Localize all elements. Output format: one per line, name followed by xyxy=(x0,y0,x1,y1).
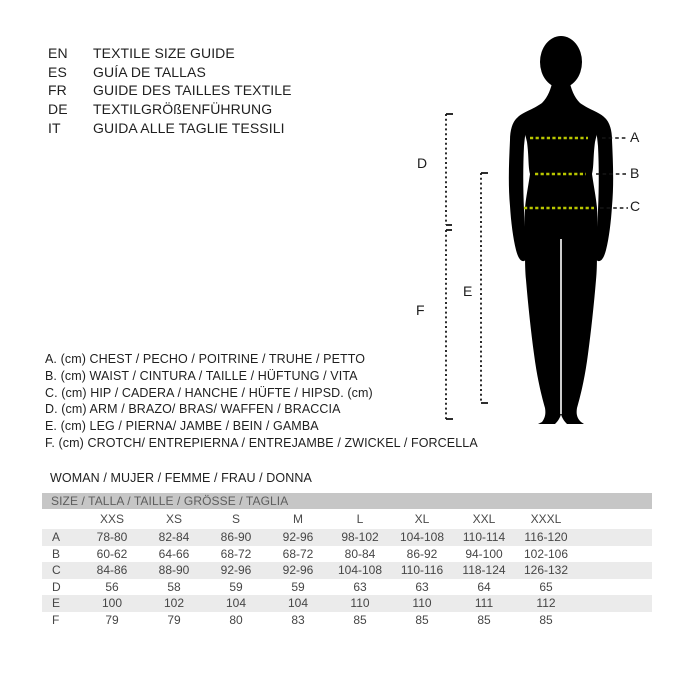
size-col: XXL xyxy=(472,512,496,526)
row-label: D xyxy=(52,579,61,594)
row-value: 86-90 xyxy=(220,530,252,545)
row-value: 64-66 xyxy=(158,546,190,561)
language-row xyxy=(48,81,292,100)
row-value: 86-92 xyxy=(406,546,438,561)
row-value: 104-108 xyxy=(337,563,383,578)
row-value: 104-108 xyxy=(399,530,445,545)
language-code: IT xyxy=(48,119,61,136)
table-row xyxy=(42,562,652,579)
table-row xyxy=(42,579,652,596)
row-value: 111 xyxy=(474,596,494,611)
row-value: 85 xyxy=(477,612,491,627)
language-row xyxy=(48,100,292,119)
arm-label: D xyxy=(417,155,428,171)
row-value: 85 xyxy=(353,612,367,627)
size-table-body xyxy=(42,529,652,628)
language-row xyxy=(48,44,292,63)
row-value: 100 xyxy=(101,596,123,611)
leg-label: E xyxy=(463,283,473,299)
language-code: DE xyxy=(48,101,68,118)
table-row xyxy=(42,529,652,546)
row-value: 82-84 xyxy=(158,530,190,545)
size-col: S xyxy=(231,512,240,526)
language-title: TEXTILE SIZE GUIDE xyxy=(93,45,235,61)
row-value: 126-132 xyxy=(523,563,569,578)
row-value: 64 xyxy=(477,579,491,594)
size-table xyxy=(42,493,652,628)
row-label: E xyxy=(52,596,61,611)
language-title: TEXTILGRÖßENFÜHRUNG xyxy=(93,101,273,118)
language-code: ES xyxy=(48,63,67,80)
language-code: FR xyxy=(48,82,67,99)
language-list xyxy=(48,44,292,138)
measurement-line: A. (cm) CHEST / PECHO / POITRINE / TRUHE / PETTO xyxy=(45,352,366,366)
measurement-line: E. (cm) LEG / PIERNA/ JAMBE / BEIN / GAMBA xyxy=(45,419,319,434)
measurement-line: B. (cm) WAIST / CINTURA / TAILLE / HÜFTUNG / VITA xyxy=(45,368,358,383)
row-value: 110-116 xyxy=(400,563,444,578)
row-value: 83 xyxy=(291,612,305,627)
row-value: 56 xyxy=(105,579,119,594)
size-col: M xyxy=(293,512,303,526)
row-value: 68-72 xyxy=(220,546,252,561)
row-label: F xyxy=(52,612,60,627)
row-value: 80 xyxy=(229,612,243,627)
row-label: C xyxy=(52,563,61,578)
row-value: 94-100 xyxy=(465,546,503,561)
row-value: 79 xyxy=(105,612,119,627)
table-row xyxy=(42,612,652,629)
measurement-line: D. (cm) ARM / BRAZO/ BRAS/ WAFFEN / BRACCIA xyxy=(45,402,341,417)
row-value: 102 xyxy=(163,596,185,611)
measurement-line: C. (cm) HIP / CADERA / HANCHE / HÜFTE / HIPSD. (cm) xyxy=(45,385,373,400)
row-value: 63 xyxy=(353,579,367,594)
table-row xyxy=(42,595,652,612)
table-row xyxy=(42,546,652,563)
language-row xyxy=(48,119,292,138)
size-col: L xyxy=(356,512,364,526)
waist-label: B xyxy=(630,165,640,181)
language-title: GUIDA ALLE TAGLIE TESSILI xyxy=(93,119,285,136)
row-value: 88-90 xyxy=(158,563,190,578)
measurement-line: F. (cm) CROTCH/ ENTREPIERNA / ENTREJAMBE / ZWICKEL / FORCELLA xyxy=(45,435,478,450)
size-column-headers xyxy=(42,509,652,529)
silhouette-left-arm xyxy=(509,116,528,261)
language-row xyxy=(48,63,292,82)
row-value: 118-124 xyxy=(462,563,506,578)
size-col: XXXL xyxy=(530,512,562,526)
row-value: 110 xyxy=(412,596,432,611)
row-value: 59 xyxy=(291,579,305,594)
row-label: B xyxy=(52,546,61,561)
row-value: 116-120 xyxy=(524,530,568,545)
row-value: 79 xyxy=(167,612,181,627)
row-value: 110-114 xyxy=(462,530,506,545)
row-value: 68-72 xyxy=(282,546,314,561)
language-code: EN xyxy=(48,45,68,61)
row-value: 58 xyxy=(167,579,181,594)
crotch-label: F xyxy=(416,302,425,318)
row-value: 104 xyxy=(287,596,309,611)
row-value: 85 xyxy=(415,612,429,627)
row-value: 85 xyxy=(539,612,553,627)
row-value: 104 xyxy=(225,596,247,611)
row-label: A xyxy=(52,530,61,545)
row-value: 80-84 xyxy=(344,546,376,561)
row-value: 92-96 xyxy=(220,563,252,578)
row-value: 60-62 xyxy=(96,546,128,561)
size-col: XS xyxy=(165,512,182,526)
silhouette-head xyxy=(540,36,582,88)
row-value: 84-86 xyxy=(96,563,128,578)
row-value: 110 xyxy=(350,596,370,611)
language-title: GUÍA DE TALLAS xyxy=(93,63,206,80)
language-title: GUIDE DES TAILLES TEXTILE xyxy=(93,82,292,99)
row-value: 65 xyxy=(539,579,553,594)
row-value: 63 xyxy=(415,579,429,594)
row-value: 78-80 xyxy=(96,530,128,545)
row-value: 59 xyxy=(229,579,243,594)
size-table-header-bar: SIZE / TALLA / TAILLE / GRÖSSE / TAGLIA xyxy=(42,493,652,509)
measurement-legend xyxy=(45,351,478,452)
hip-label: C xyxy=(630,198,641,214)
size-col: XXS xyxy=(99,512,124,526)
gender-line: WOMAN / MUJER / FEMME / FRAU / DONNA xyxy=(50,471,312,485)
row-value: 92-96 xyxy=(282,563,314,578)
size-col: XL xyxy=(414,512,430,526)
row-value: 112 xyxy=(536,596,556,611)
row-value: 102-106 xyxy=(523,546,569,561)
row-value: 98-102 xyxy=(341,530,379,545)
chest-label: A xyxy=(630,129,640,145)
row-value: 92-96 xyxy=(282,530,314,545)
